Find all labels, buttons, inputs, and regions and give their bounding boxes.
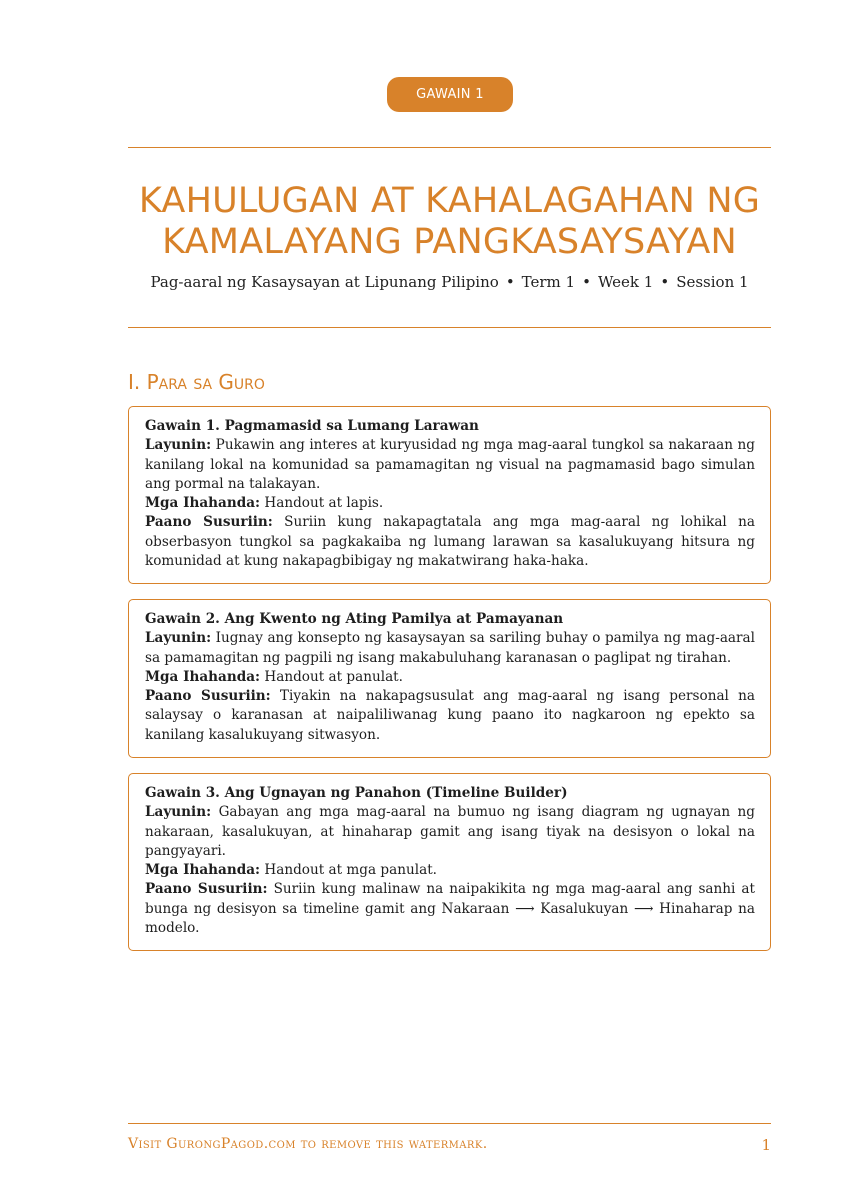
- activity-title: Gawain 2. Ang Kwento ng Ating Pamilya at Pamayanan: [145, 611, 564, 627]
- susuriin-text: [145, 880, 755, 938]
- activity-title: Gawain 3. Ang Ugnayan ng Panahon (Timeline Builder): [145, 785, 568, 801]
- page-number: 1: [761, 1136, 771, 1154]
- susuriin-label: Paano Susuriin:: [145, 514, 273, 531]
- ihahanda-label: Mga Ihahanda:: [145, 495, 261, 512]
- susuriin-value: Suriin kung malinaw na naipakikita ng mga mag-aaral ang sanhi at bunga ng desisyon sa timeline gamit ang Nakaraan ⟶ Kasalukuyan ⟶ Hinaharap na modelo.: [145, 881, 755, 937]
- footer-divider: [128, 1123, 771, 1124]
- top-divider: [128, 147, 771, 148]
- ihahanda-label: Mga Ihahanda:: [145, 668, 261, 685]
- subtitle: [128, 272, 771, 292]
- layunin-value: Iugnay ang konsepto ng kasaysayan sa sariling buhay o pamilya ng mag-aaral sa pamamagitan ng pagpili ng isang makabuluhang karanasan o paglipat ng tirahan.: [145, 630, 755, 666]
- layunin-text: [145, 629, 755, 668]
- title-line-2: KAMALAYANG PANGKASAYSAYAN: [162, 222, 737, 262]
- ihahanda-value: Handout at panulat.: [264, 668, 403, 685]
- layunin-label: Layunin:: [145, 630, 212, 647]
- subtitle-week: Week 1: [597, 273, 654, 291]
- layunin-label: Layunin:: [145, 804, 212, 821]
- susuriin-value: Tiyakin na nakapagsusulat ang mag-aaral ng isang personal na salaysay o karanasan at naipaliliwanag kung paano ito nagkaroon ng epekto sa kanilang kasalukuyang sitwasyon.: [145, 688, 755, 743]
- title-line-1: KAHULUGAN AT KAHALAGAHAN NG: [138, 181, 761, 221]
- subtitle-subject: Pag-aaral ng Kasaysayan at Lipunang Pilipino: [150, 273, 499, 291]
- susuriin-label: Paano Susuriin:: [145, 688, 271, 705]
- subtitle-separator: •: [505, 273, 515, 291]
- page-title: [128, 181, 771, 263]
- activity-badge: GAWAIN 1: [387, 77, 513, 112]
- subtitle-separator: •: [582, 273, 591, 291]
- subtitle-separator: •: [660, 273, 670, 291]
- layunin-text: [145, 803, 755, 861]
- ihahanda-value: Handout at lapis.: [264, 495, 384, 512]
- subtitle-term: Term 1: [521, 273, 576, 291]
- layunin-text: [145, 436, 755, 494]
- activity-title: Gawain 1. Pagmamasid sa Lumang Larawan: [145, 418, 479, 434]
- layunin-value: Gabayan ang mga mag-aaral na bumuo ng isang diagram ng ugnayan ng nakaraan, kasalukuyan, at hinaharap gamit ang isang tiyak na desisyon o lokal na pangyayari.: [145, 804, 756, 859]
- watermark-text: Visit GurongPagod.com to remove this watermark.: [128, 1136, 488, 1152]
- layunin-label: Layunin:: [145, 437, 212, 454]
- susuriin-text: [145, 513, 755, 571]
- ihahanda-text: [145, 494, 755, 513]
- ihahanda-text: [145, 861, 755, 880]
- ihahanda-value: Handout at mga panulat.: [264, 862, 437, 879]
- susuriin-label: Paano Susuriin:: [145, 881, 268, 898]
- layunin-value: Pukawin ang interes at kuryusidad ng mga mag-aaral tungkol sa nakaraan ng kanilang lokal na komunidad sa pamamagitan ng visual na pagmamasid bago simulan ang pormal na talakayan.: [145, 437, 755, 492]
- header-divider: [128, 327, 771, 328]
- activity-card-2: [128, 599, 771, 758]
- subtitle-session: Session 1: [676, 273, 749, 291]
- susuriin-text: [145, 687, 755, 745]
- ihahanda-label: Mga Ihahanda:: [145, 862, 261, 879]
- activity-card-1: [128, 406, 771, 584]
- section-heading: I. Para sa Guro: [128, 370, 265, 394]
- activity-card-3: [128, 773, 771, 951]
- susuriin-value: Suriin kung nakapagtatala ang mga mag-aaral ng lohikal na obserbasyon tungkol sa pagkakaiba ng lumang larawan sa kasalukuyang hitsura ng komunidad at kung nakapagbibigay ng makatwirang haka-haka.: [145, 514, 755, 570]
- ihahanda-text: [145, 668, 755, 687]
